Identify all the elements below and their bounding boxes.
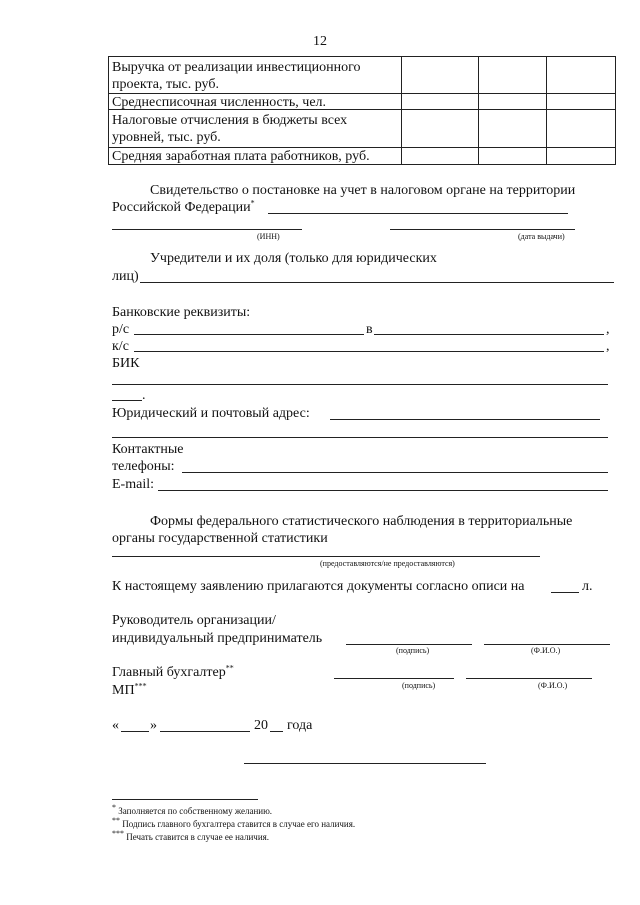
head-line1: Руководитель организации/ — [112, 613, 276, 628]
attachment-suffix: л. — [582, 579, 593, 594]
head-signature-field[interactable] — [346, 644, 472, 645]
head-sign-caption: (подпись) — [396, 646, 430, 655]
day-field[interactable] — [121, 731, 149, 732]
footnote-2: ** Подпись главного бухгалтера ставится в случае его наличия. — [112, 816, 356, 829]
accountant-label: Главный бухгалтер** — [112, 663, 234, 680]
stat-forms-line1: Формы федерального статистического наблюдения в территориальные — [150, 514, 573, 529]
phones-field[interactable] — [182, 472, 608, 473]
ks-field[interactable] — [134, 351, 604, 352]
attachment-pages-field[interactable] — [551, 592, 579, 593]
bik-field-continuation[interactable] — [112, 400, 142, 401]
page-number: 12 — [313, 34, 327, 49]
year-field[interactable] — [270, 731, 283, 732]
date-caption: (дата выдачи) — [518, 232, 565, 241]
bottom-signature-line — [244, 763, 486, 764]
contacts-label: Контактные — [112, 442, 184, 457]
stat-forms-line2: органы государственной статистики — [112, 531, 328, 546]
footnote-1: * Заполняется по собственному желанию. — [112, 803, 273, 816]
accountant-name-caption: (Ф.И.О.) — [538, 681, 568, 690]
month-field[interactable] — [160, 731, 250, 732]
attachment-text: К настоящему заявлению прилагаются документы согласно описи на — [112, 579, 525, 594]
rs-field[interactable] — [134, 334, 364, 335]
bank-title: Банковские реквизиты: — [112, 305, 251, 320]
rs-comma: , — [606, 322, 610, 337]
ks-comma: , — [606, 339, 610, 354]
bik-period: . — [142, 388, 146, 403]
table-row-revenue-line1: Выручка от реализации инвестиционного — [112, 60, 361, 75]
head-line2: индивидуальный предприниматель — [112, 631, 323, 646]
table-row-taxes-line1: Налоговые отчисления в бюджеты всех — [112, 113, 348, 128]
table-col-divider — [546, 56, 547, 165]
email-field[interactable] — [158, 490, 608, 491]
bank-in-label: в — [366, 322, 373, 337]
year-prefix: 20 — [254, 718, 268, 733]
footnote-3: *** Печать ставится в случае ее наличия. — [112, 829, 270, 842]
address-field[interactable] — [330, 419, 600, 420]
table-row-taxes-line2: уровней, тыс. руб. — [112, 130, 221, 145]
email-label: E-mail: — [112, 477, 154, 492]
bik-field[interactable] — [112, 384, 608, 385]
founders-line2: лиц) — [112, 269, 139, 284]
stat-forms-caption: (предоставляются/не предоставляются) — [320, 559, 455, 568]
accountant-name-field[interactable] — [466, 678, 592, 679]
address-field-line2[interactable] — [112, 437, 608, 438]
date-close-quote: » — [150, 718, 157, 733]
inn-field[interactable] — [112, 229, 302, 230]
table-col-divider — [478, 56, 479, 165]
table-row-headcount: Среднесписочная численность, чел. — [112, 95, 327, 110]
founders-line1: Учредители и их доля (только для юридических — [150, 251, 437, 266]
founders-field[interactable] — [140, 282, 614, 283]
ks-label: к/с — [112, 339, 129, 354]
table-border-right — [615, 56, 616, 165]
table-row-revenue-line2: проекта, тыс. руб. — [112, 77, 219, 92]
table-border-left — [108, 56, 109, 165]
table-border-top — [108, 56, 616, 57]
year-suffix: года — [287, 718, 313, 733]
inn-caption: (ИНН) — [257, 232, 280, 241]
tax-certificate-field[interactable] — [268, 213, 568, 214]
table-row-salary: Средняя заработная плата работников, руб. — [112, 149, 370, 164]
head-name-caption: (Ф.И.О.) — [531, 646, 561, 655]
accountant-sign-caption: (подпись) — [402, 681, 436, 690]
table-col-divider — [401, 56, 402, 165]
footnote-separator — [112, 799, 258, 800]
phones-label: телефоны: — [112, 459, 175, 474]
tax-certificate-line2: Российской Федерации* — [112, 198, 255, 215]
date-open-quote: « — [112, 718, 119, 733]
stat-forms-field[interactable] — [112, 556, 540, 557]
address-label: Юридический и почтовый адрес: — [112, 406, 310, 421]
tax-certificate-line1: Свидетельство о постановке на учет в налоговом органе на территории — [150, 183, 576, 198]
head-name-field[interactable] — [484, 644, 610, 645]
rs-label: р/с — [112, 322, 130, 337]
bank-name-field[interactable] — [374, 334, 604, 335]
bik-label: БИК — [112, 356, 140, 371]
accountant-signature-field[interactable] — [334, 678, 454, 679]
mp-label: МП*** — [112, 681, 147, 698]
issue-date-field[interactable] — [390, 229, 575, 230]
